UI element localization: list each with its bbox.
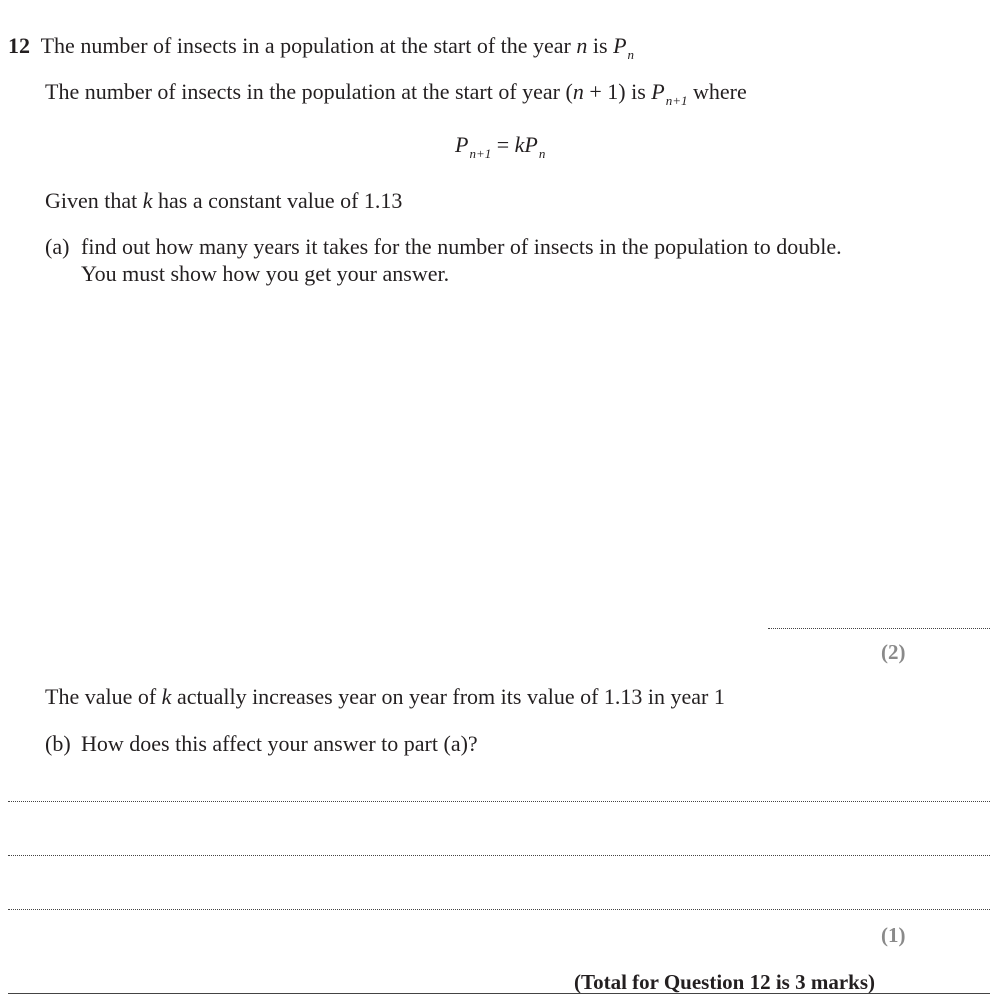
intro-text: The number of insects in a population at the start of the year — [40, 33, 577, 58]
total-marks: (Total for Question 12 is 3 marks) — [574, 970, 876, 994]
part-a-marks: (2) — [881, 640, 906, 664]
line2-pre: The number of insects in the population at the start of year ( — [45, 79, 573, 104]
eq-k: kP — [514, 132, 538, 157]
given-var: k — [142, 188, 153, 213]
line2-mid: + 1) is — [583, 79, 652, 104]
intro-sub: n — [627, 47, 635, 62]
eq-P1: P — [455, 132, 469, 157]
eq-sub2: n — [538, 146, 546, 161]
line2-post: where — [687, 79, 747, 104]
eq-mid: = — [491, 132, 515, 157]
definition-line — [45, 79, 747, 108]
part-a-text-1: find out how many years it takes for the number of insects in the population to double. — [81, 234, 842, 259]
given-post: has a constant value of 1.13 — [152, 188, 403, 213]
question-intro — [8, 33, 635, 62]
part-b-text: How does this affect your answer to part (a)? — [81, 731, 478, 756]
answer-line-a[interactable] — [768, 628, 990, 629]
line2-P: P — [651, 79, 665, 104]
bottom-rule — [8, 993, 990, 994]
line2-var: n — [572, 79, 584, 104]
answer-line-b2[interactable] — [8, 855, 990, 856]
recurrence-equation — [455, 132, 546, 161]
line2-sub: n+1 — [665, 93, 688, 108]
given-line — [45, 190, 402, 212]
intro-P: P — [613, 33, 627, 58]
part-b-label: (b) — [45, 731, 71, 756]
question-number: 12 — [8, 33, 30, 58]
part-b-marks: (1) — [881, 923, 906, 947]
intro-var: n — [576, 33, 588, 58]
answer-line-b3[interactable] — [8, 909, 990, 910]
intro-mid: is — [587, 33, 614, 58]
part-b-intro-pre: The value of — [45, 684, 162, 709]
eq-sub1: n+1 — [469, 146, 492, 161]
given-pre: Given that — [45, 188, 143, 213]
part-a-label: (a) — [45, 234, 70, 259]
part-b-intro-var: k — [161, 684, 172, 709]
part-b-intro-post: actually increases year on year from its value of 1.13 in year 1 — [171, 684, 725, 709]
answer-line-b1[interactable] — [8, 801, 990, 802]
part-a-text-2: You must show how you get your answer. — [81, 261, 450, 286]
part-b-intro — [45, 686, 725, 708]
